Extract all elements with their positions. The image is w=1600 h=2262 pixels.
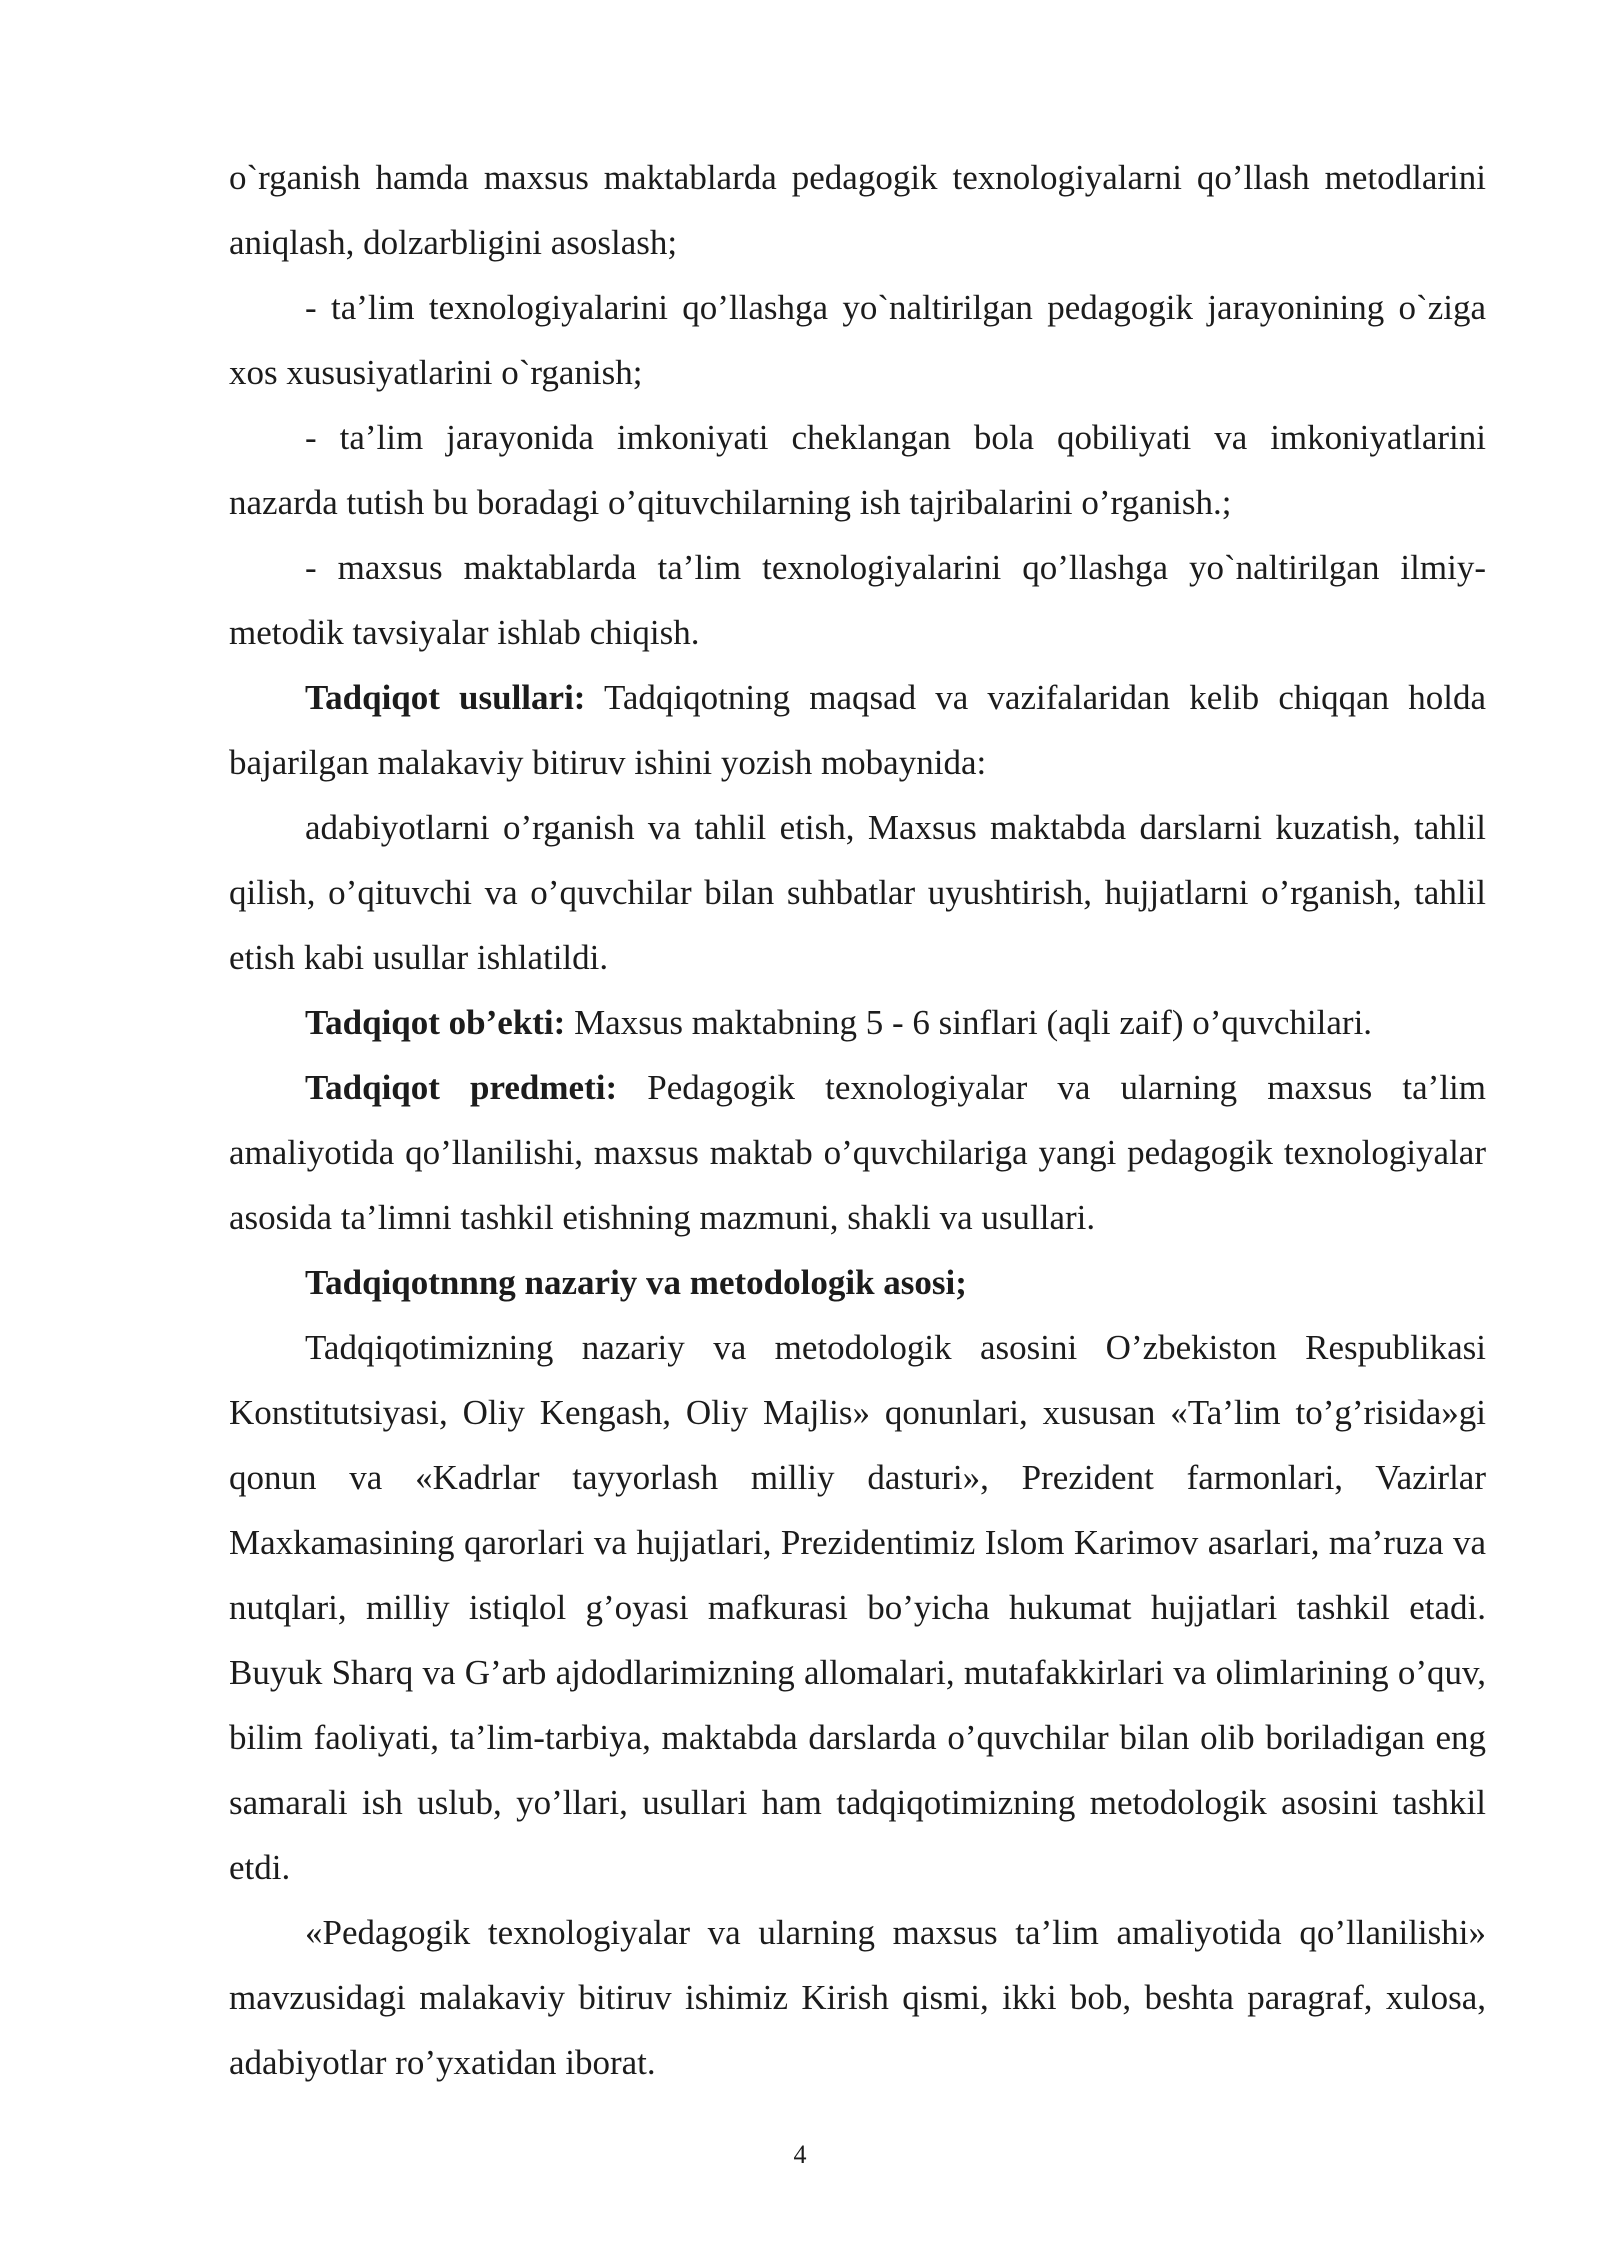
paragraph-structure: «Pedagogik texnologiyalar va ularning maxsus ta’lim amaliyotida qo’llanilishi» mavzusidagi malakaviy bitiruv ishimiz Kirish qismi, ikki bob, beshta paragraf, xulosa, adabiyotlar ro’yxatidan iborat. — [229, 1913, 1486, 2082]
paragraph-continuation: o`rganish hamda maxsus maktablarda pedagogik texnologiyalarni qo’llash metodlarini aniqlash, dolzarbligini asoslash; — [229, 158, 1486, 262]
page-number: 4 — [793, 2140, 807, 2169]
document-page — [229, 145, 1486, 2095]
paragraph-theoretical-basis: Tadqiqotimizning nazariy va metodologik asosini O’zbekiston Respublikasi Konstitutsiyasi, Oliy Kengash, Oliy Majlis» qonunlari, xususan «Ta’lim to’g’risida»gi qonun va «Kadrlar tayyorlash milliy dasturi», Prezident farmonlari, Vazirlar Maxkamasining qarorlari va hujjatlari, Prezidentimiz Islom Karimov asarlari, ma’ruza va nutqlari, milliy istiqlol g’oyasi mafkurasi bo’yicha hukumat hujjatlari tashkil etadi. Buyuk Sharq va G’arb ajdodlarimizning allomalari, mutafakkirlari va olimlarining o’quv, bilim faoliyati, ta’lim-tarbiya, maktabda darslarda o’quvchilar bilan olib boriladigan eng samarali ish uslub, yo’llari, usullari ham tadqiqotimizning metodologik asosini tashkil etdi. — [229, 1328, 1486, 1887]
text-research-methods: Tadqiqotning maqsad va vazifalaridan kelib chiqqan holda bajarilgan malakaviy bitiruv ishini yozish mobaynida: — [229, 678, 1486, 782]
paragraph-research-methods — [229, 665, 1486, 795]
label-research-methods: Tadqiqot usullari: — [305, 678, 586, 717]
paragraph-methods-list: adabiyotlarni o’rganish va tahlil etish, Maxsus maktabda darslarni kuzatish, tahlil qilish, o’qituvchi va o’quvchilar bilan suhbatlar uyushtirish, hujjatlarni o’rganish, tahlil etish kabi usullar ishlatildi. — [229, 808, 1486, 977]
paragraph-research-object — [229, 990, 1486, 1055]
text-research-subject: Pedagogik texnologiyalar va ularning maxsus ta’lim amaliyotida qo’llanilishi, maxsus maktab o’quvchilariga yangi pedagogik texnologiyalar asosida ta’limni tashkil etishning mazmuni, shakli va usullari. — [229, 1068, 1486, 1237]
label-research-object: Tadqiqot ob’ekti: — [305, 1003, 566, 1042]
list-item-task-3: - ta’lim jarayonida imkoniyati cheklangan bola qobiliyati va imkoniyatlarini nazarda tutish bu boradagi o’qituvchilarning ish tajribalarini o’rganish.; — [229, 418, 1486, 522]
heading-theoretical-basis: Tadqiqotnnng nazariy va metodologik asosi; — [305, 1263, 967, 1302]
paragraph-research-subject — [229, 1055, 1486, 1250]
list-item-task-4: - maxsus maktablarda ta’lim texnologiyalarini qo’llashga yo`naltirilgan ilmiy-metodik tavsiyalar ishlab chiqish. — [229, 548, 1486, 652]
label-research-subject: Tadqiqot predmeti: — [305, 1068, 618, 1107]
text-research-object: Maxsus maktabning 5 - 6 sinflari (aqli zaif) o’quvchilari. — [565, 1003, 1373, 1042]
list-item-task-2: - ta’lim texnologiyalarini qo’llashga yo`naltirilgan pedagogik jarayonining o`ziga xos xususiyatlarini o`rganish; — [229, 288, 1486, 392]
